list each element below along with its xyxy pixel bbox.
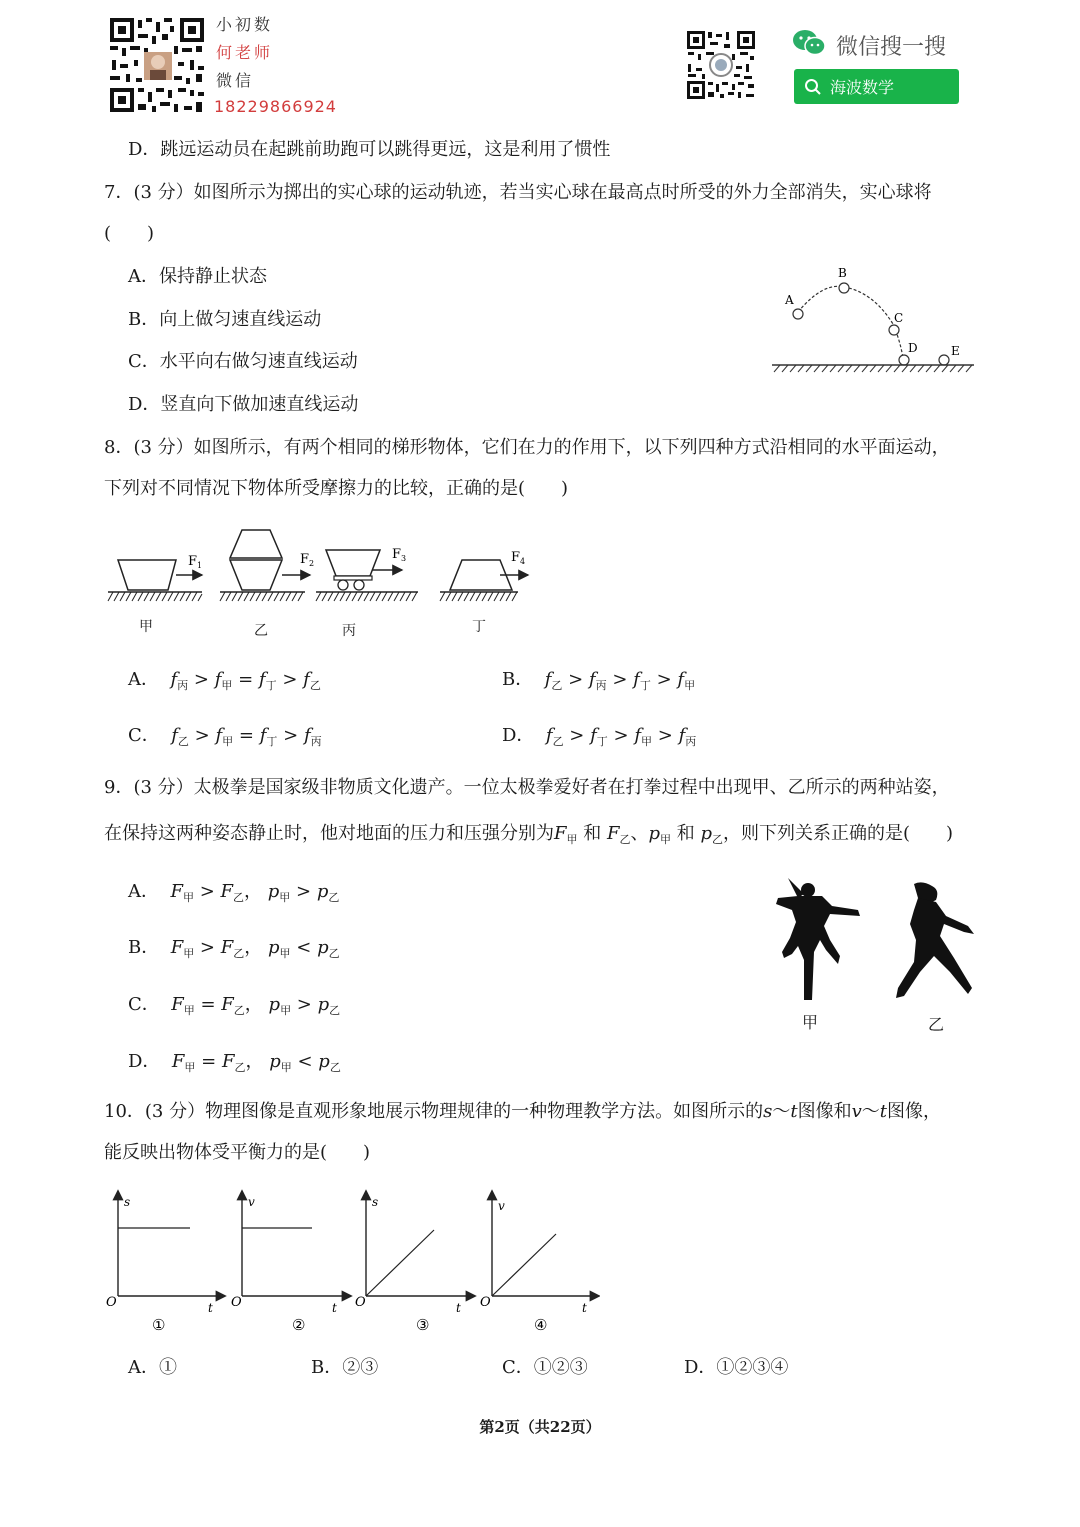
label-a: A (785, 293, 794, 307)
q9-label-yi: 乙 (928, 1015, 945, 1034)
label-e: E (951, 344, 960, 358)
wechat-search-title: 微信搜一搜 (836, 35, 947, 60)
q8-stem-line1: 8．(3 分）如图所示，有两个相同的梯形物体，它们在力的作用下，以下列四种方式沿相同的水平面运动， (104, 437, 950, 458)
svg-text:4: 4 (520, 557, 526, 566)
q9-option-b[interactable]: B． $F_甲 > F_乙$， $p_甲 < p_乙$ (128, 937, 340, 960)
q9-option-d[interactable]: D． $F_甲 = F_乙$， $p_甲 < p_乙$ (128, 1051, 341, 1074)
label-d: D (908, 341, 918, 355)
svg-text:④: ④ (534, 1316, 548, 1334)
svg-text:O: O (480, 1295, 491, 1310)
q7-stem-line2: ( ) (104, 223, 155, 244)
q10-option-b[interactable]: B．②③ (311, 1357, 379, 1378)
figure-jia (108, 554, 202, 601)
q8-stem-line2: 下列对不同情况下物体所受摩擦力的比较，正确的是( ) (104, 478, 569, 499)
svg-text:F: F (511, 550, 521, 565)
svg-text:O: O (355, 1295, 366, 1310)
q6-option-d: D．跳远运动员在起跳前助跑可以跳得更远，这是利用了惯性 (128, 139, 611, 160)
label-b: B (838, 266, 847, 280)
svg-text:O: O (231, 1295, 242, 1310)
q10-stem-line2: 能反映出物体受平衡力的是( ) (104, 1142, 371, 1163)
figure-bing (316, 547, 418, 601)
graph-1 (106, 1192, 224, 1334)
q10-stem-line1: 10．(3 分）物理图像是直观形象地展示物理规律的一种物理教学方法。如图所示的s～t图像和v～t图像， (104, 1101, 941, 1122)
svg-text:s: s (124, 1195, 131, 1209)
svg-text:1: 1 (197, 561, 203, 570)
svg-text:v: v (248, 1195, 255, 1209)
qr-code-right (686, 30, 756, 100)
wechat-search-button-label: 海波数学 (830, 78, 895, 97)
figure-yi (220, 530, 314, 601)
taichi-silhouette-yi (896, 882, 974, 998)
search-icon (804, 78, 822, 96)
ball-c (889, 325, 899, 335)
q9-stem-line2: 在保持这两种姿态静止时，他对地面的压力和压强分别为$F_甲$ 和 $F_乙$、$p_甲$ 和 $p_乙$，则下列关系正确的是( ) (104, 823, 954, 846)
svg-text:F: F (300, 552, 310, 567)
svg-text:3: 3 (401, 554, 407, 563)
svg-text:2: 2 (309, 559, 315, 568)
q7-option-a[interactable]: A．保持静止状态 (128, 266, 267, 287)
taichi-silhouette-jia (776, 878, 860, 1000)
svg-text:v: v (498, 1199, 505, 1213)
q9-option-c[interactable]: C． $F_甲 = F_乙$， $p_甲 > p_乙$ (128, 994, 341, 1017)
q10-option-d[interactable]: D．①②③④ (684, 1357, 789, 1378)
q7-trajectory-figure (768, 262, 978, 378)
graph-3 (355, 1192, 474, 1334)
q8-label-yi: 乙 (254, 623, 268, 639)
ball-b (839, 283, 849, 293)
q8-label-jia: 甲 (139, 619, 153, 635)
qr-caption-phone: 18229866924 (214, 97, 337, 116)
svg-text:t: t (456, 1301, 461, 1315)
q8-option-d[interactable]: D． $f_乙 > f_丁 > f_甲 > f_丙$ (502, 725, 697, 748)
q8-label-bing: 丙 (342, 623, 356, 639)
svg-text:O: O (106, 1295, 117, 1310)
q7-option-b[interactable]: B．向上做匀速直线运动 (128, 309, 322, 330)
qr-code-left (108, 16, 206, 114)
ball-d (899, 355, 909, 365)
q7-stem-line1: 7．(3 分）如图所示为掷出的实心球的运动轨迹，若当实心球在最高点时所受的外力全部消失，实心球将 (104, 182, 932, 203)
q9-option-a[interactable]: A． $F_甲 > F_乙$， $p_甲 > p_乙$ (128, 881, 340, 904)
q8-option-c[interactable]: C． $f_乙 > f_甲 = f_丁 > f_丙$ (128, 725, 322, 748)
qr-caption-1: 小初数 (216, 15, 274, 34)
q7-option-c[interactable]: C．水平向右做匀速直线运动 (128, 351, 358, 372)
svg-text:t: t (582, 1301, 587, 1315)
q8-option-b[interactable]: B． $f_乙 > f_丙 > f_丁 > f_甲$ (502, 669, 696, 692)
svg-text:F: F (188, 554, 198, 569)
wechat-logo-icon (792, 28, 826, 58)
q9-stem-line1: 9．(3 分）太极拳是国家级非物质文化遗产。一位太极拳爱好者在打拳过程中出现甲、乙所示的两种站姿， (104, 777, 950, 798)
svg-text:②: ② (292, 1316, 306, 1334)
page-number: 第2页（共22页） (479, 1418, 601, 1436)
svg-text:①: ① (152, 1316, 166, 1334)
wechat-search-button[interactable] (794, 69, 959, 104)
ball-a (793, 309, 803, 319)
q10-option-a[interactable]: A．① (128, 1357, 177, 1378)
svg-text:s: s (372, 1195, 379, 1209)
graph-4 (480, 1192, 598, 1334)
svg-text:F: F (392, 547, 402, 562)
qr-caption-3: 微信 (216, 71, 255, 90)
ball-e (939, 355, 949, 365)
qr-caption-2: 何老师 (216, 43, 274, 62)
q9-taichi-figure (768, 876, 980, 1006)
label-c: C (894, 311, 904, 325)
q8-option-a[interactable]: A． $f_丙 > f_甲 = f_丁 > f_乙$ (128, 669, 321, 692)
svg-text:t: t (332, 1301, 337, 1315)
figure-ding (440, 550, 528, 601)
graph-2 (231, 1192, 350, 1334)
svg-text:t: t (208, 1301, 213, 1315)
q7-option-d[interactable]: D．竖直向下做加速直线运动 (128, 394, 359, 415)
svg-text:③: ③ (416, 1316, 430, 1334)
q9-label-jia: 甲 (802, 1013, 819, 1032)
q10-graphs-figure (100, 1186, 600, 1336)
q8-label-ding: 丁 (472, 619, 486, 635)
q10-option-c[interactable]: C．①②③ (502, 1357, 588, 1378)
